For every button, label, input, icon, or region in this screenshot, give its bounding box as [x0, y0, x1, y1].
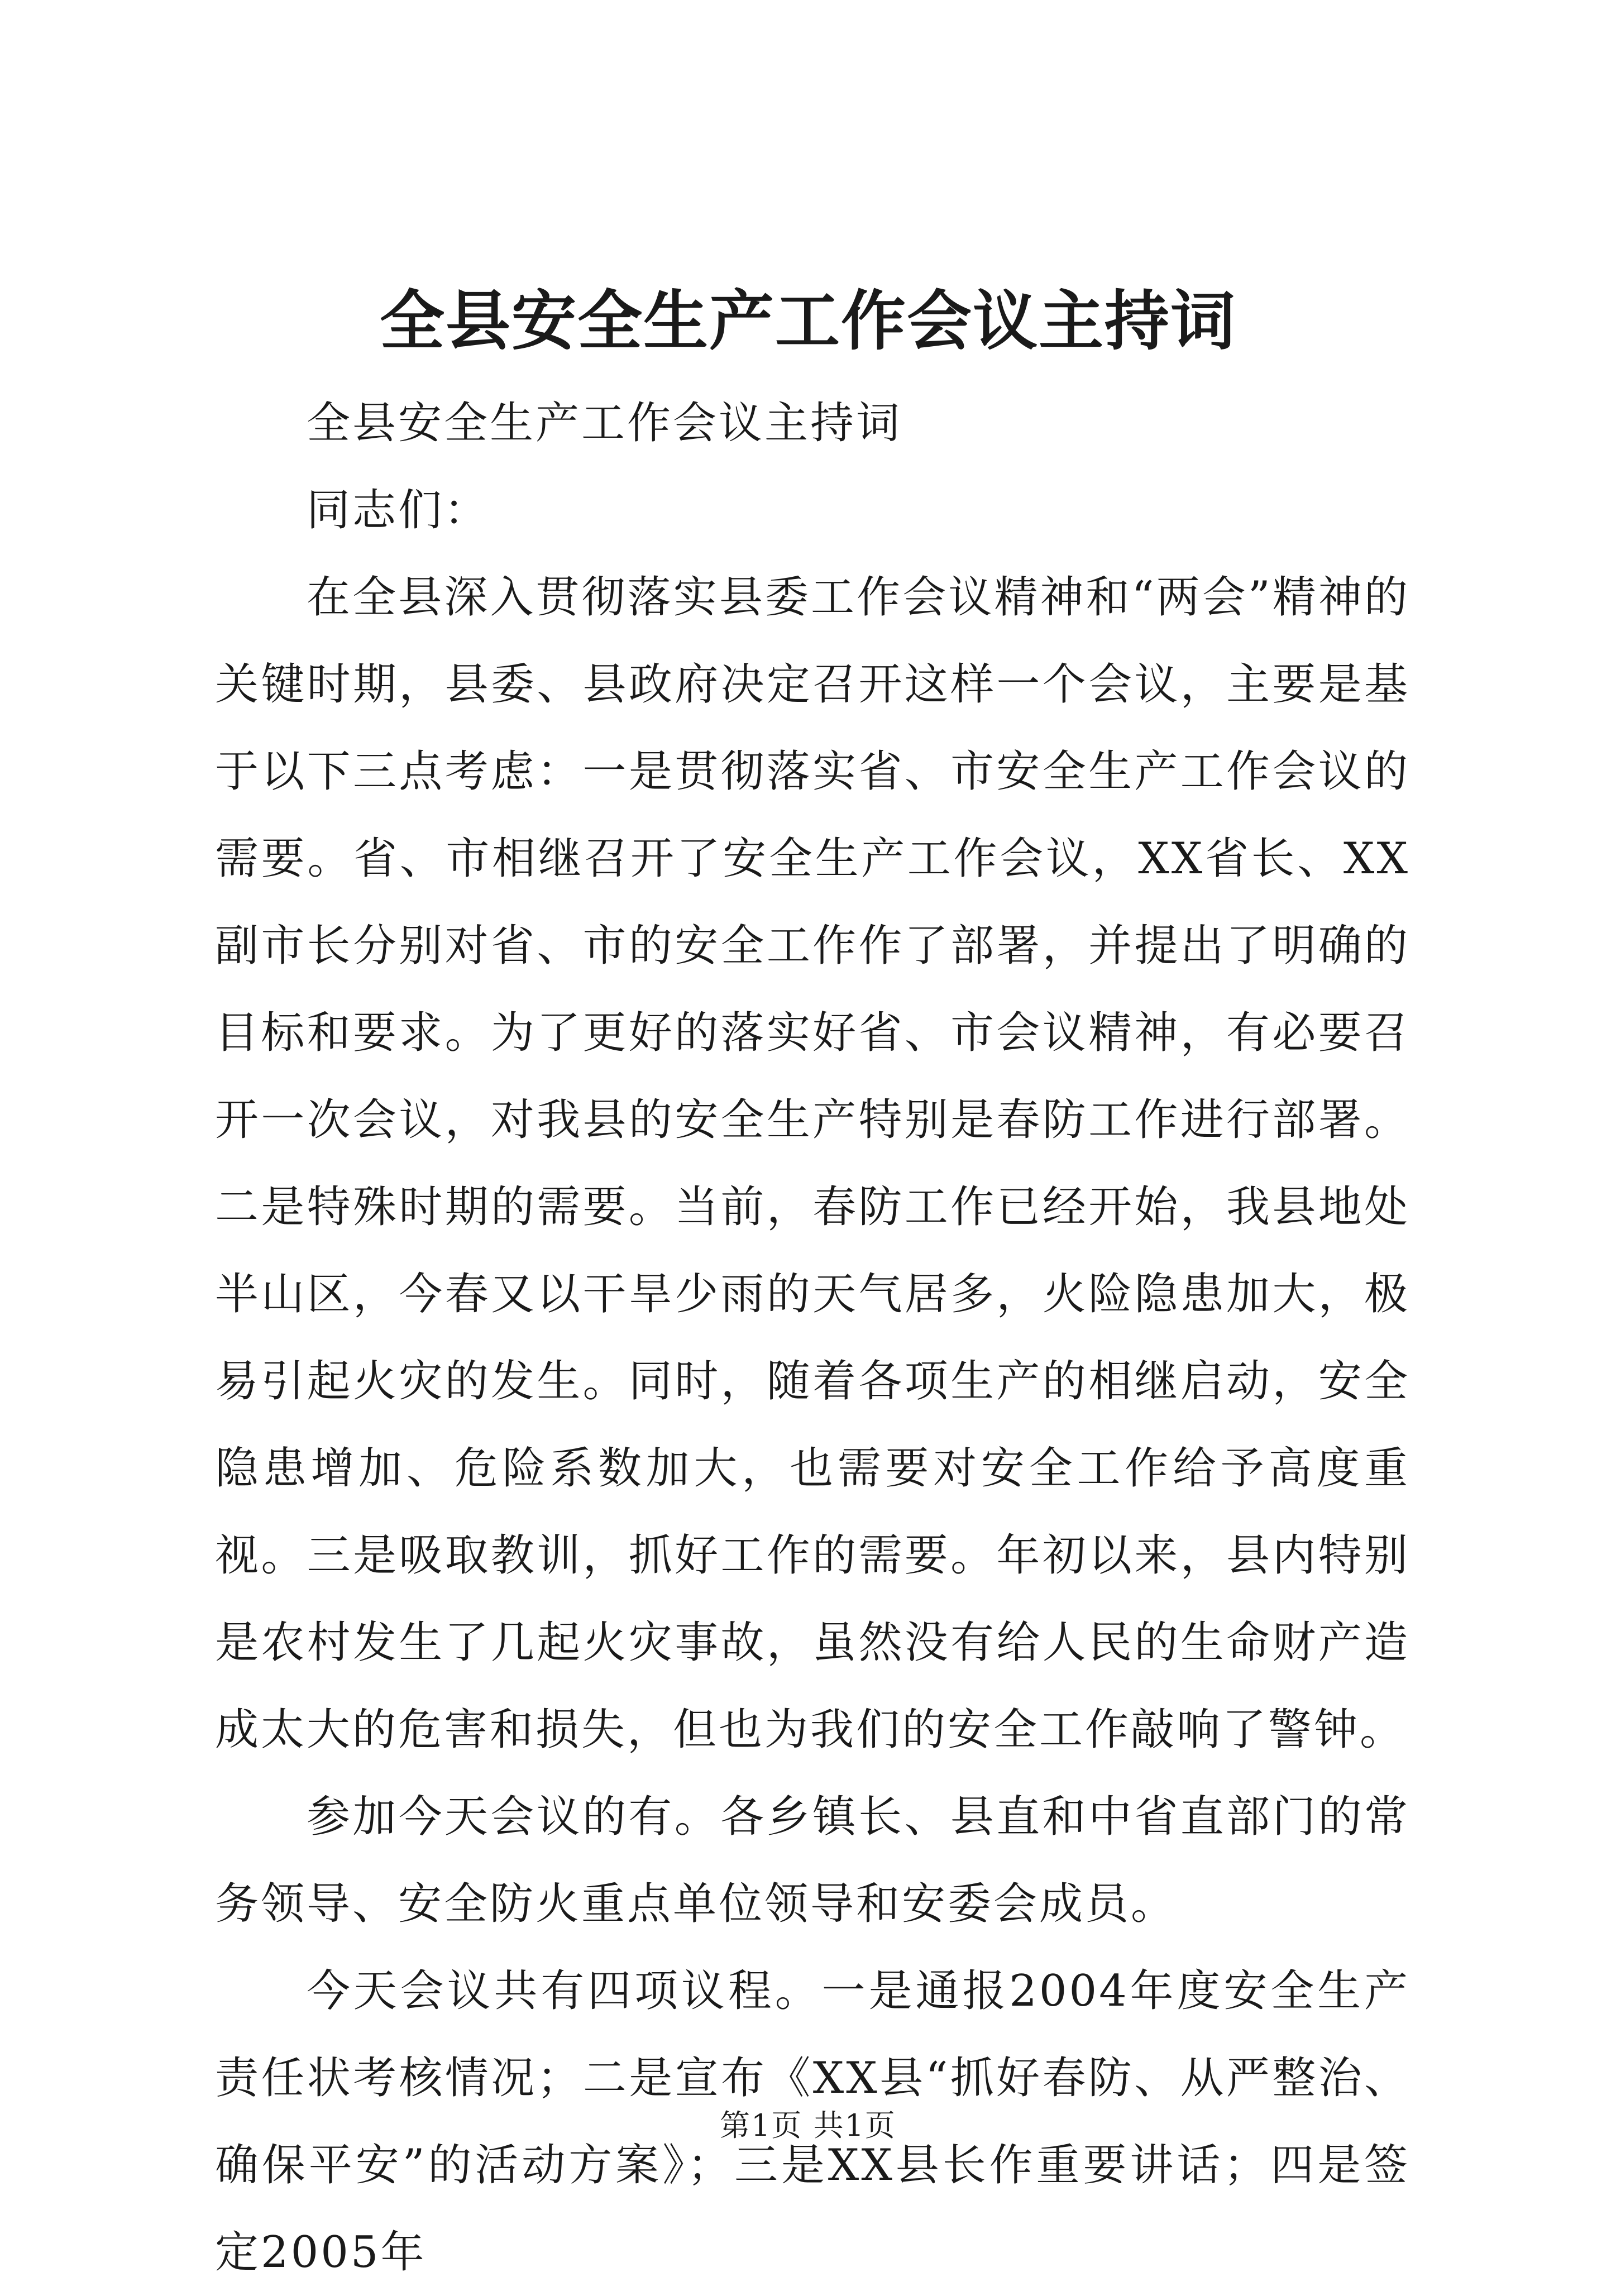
paragraph-attendees: 参加今天会议的有。各乡镇长、县直和中省直部门的常务领导、安全防火重点单位领导和安委会成员。: [215, 1792, 1410, 1929]
paragraph-subtitle: 全县安全生产工作会议主持词: [307, 398, 902, 448]
paragraph-salutation: 同志们：: [307, 485, 490, 535]
paragraph-agenda: 今天会议共有四项议程。一是通报2004年度安全生产责任状考核情况；二是宣布《XX县“抓好春防、从严整治、确保平安”的活动方案》；三是XX县长作重要讲话；四是签定2005年: [215, 1966, 1410, 2278]
paragraph-background: 在全县深入贯彻落实县委工作会议精神和“两会”精神的关键时期，县委、县政府决定召开这样一个会议，主要是基于以下三点考虑：一是贯彻落实省、市安全生产工作会议的需要。省、市相继召开了安全生产工作会议，XX省长、XX副市长分别对省、市的安全工作作了部署，并提出了明确的目标和要求。为了更好的落实好省、市会议精神，有必要召开一次会议，对我县的安全生产特别是春防工作进行部署。二是特殊时期的需要。当前，春防工作已经开始，我县地处半山区，今春又以干旱少雨的天气居多，火险隐患加大，极易引起火灾的发生。同时，随着各项生产的相继启动，安全隐患增加、危险系数加大，也需要对安全工作给予高度重视。三是吸取教训，抓好工作的需要。年初以来，县内特别是农村发生了几起火灾事故，虽然没有给人民的生命财产造成太大的危害和损失，但也为我们的安全工作敲响了警钟。: [215, 572, 1410, 1755]
page-footer: 第1页 共1页: [720, 2108, 896, 2143]
document-title: 全县安全生产工作会议主持词: [380, 283, 1236, 359]
document-body: [215, 380, 1410, 2296]
